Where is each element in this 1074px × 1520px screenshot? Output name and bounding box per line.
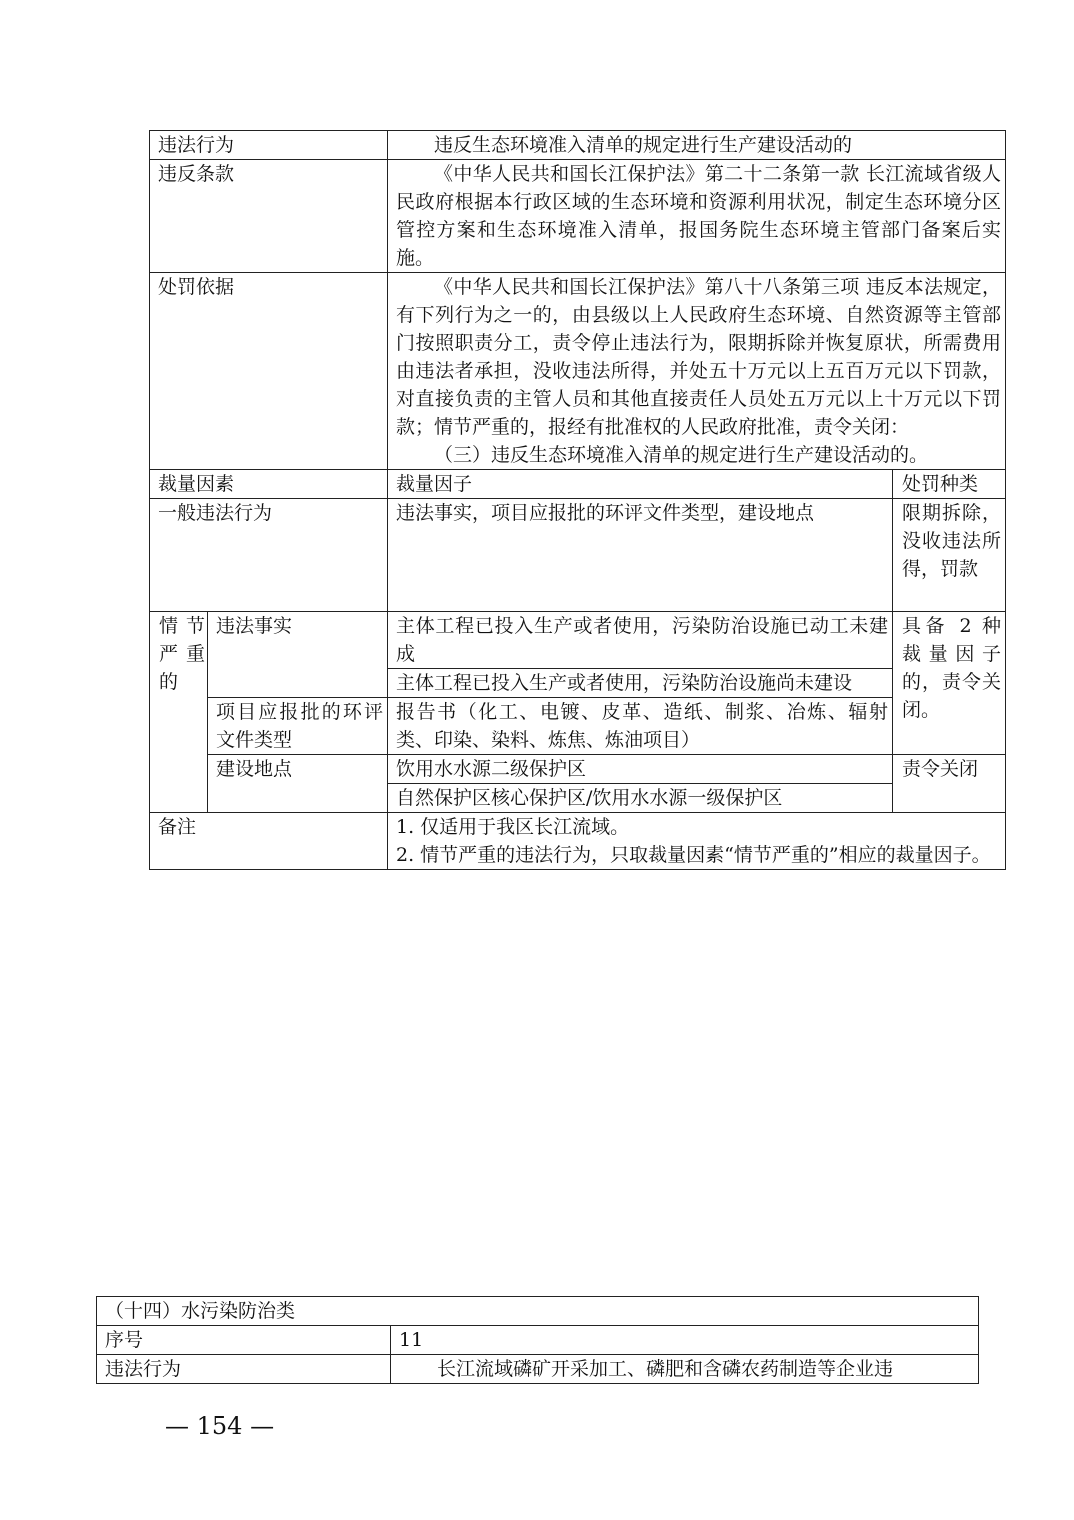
eia-label: 项目应报批的环评文件类型 [208,698,388,755]
table-row [150,160,1006,273]
serious-label: 情节严重的 [150,612,208,813]
basis-text-1: 《中华人民共和国长江保护法》第八十八条第三项 违反本法规定，有下列行为之一的，由县级以上人民政府生态环境、自然资源等主管部门按照职责分工，责令停止违法行为，限期拆除并恢复原状，所需费用由违法者承担，没收违法所得，并处五十万元以上五百万元以下罚款，对直接负责的主管人员和其他直接责任人员处五万元以上十万元以下罚款；情节严重的，报经有批准权的人民政府批准，责令关闭： [396,276,1002,438]
fact-1: 主体工程已投入生产或者使用，污染防治设施已动工未建成 [388,612,893,669]
table-row [97,1297,979,1326]
table-row [150,131,1006,160]
basis-label: 处罚依据 [150,273,388,470]
general-label: 一般违法行为 [150,499,388,612]
table-row [97,1355,979,1384]
note-1: 1. 仅适用于我区长江流域。 [396,816,630,838]
note-cell [388,813,1006,870]
violation-text: 违反生态环境准入清单的规定进行生产建设活动的 [388,131,1006,160]
table-row [150,698,1006,755]
site-2: 自然保护区核心保护区/饮用水水源一级保护区 [388,784,893,813]
header-subfactor: 裁量因子 [388,470,893,499]
note-2: 2. 情节严重的违法行为，只取裁量因素“情节严重的”相应的裁量因子。 [396,844,991,866]
table-row [150,755,1006,784]
seq-label: 序号 [97,1326,391,1355]
section-title: （十四）水污染防治类 [97,1297,979,1326]
header-penalty: 处罚种类 [893,470,1006,499]
fact-2: 主体工程已投入生产或者使用，污染防治设施尚未建设 [388,669,893,698]
general-penalty: 限期拆除，没收违法所得，罚款 [893,499,1006,612]
site-label: 建设地点 [208,755,388,813]
table-row [150,273,1006,470]
violation-label: 违法行为 [150,131,388,160]
clause-label: 违反条款 [150,160,388,273]
serious-penalty: 具备 2 种裁量因子的，责令关闭。 [893,612,1006,755]
site-1: 饮用水水源二级保护区 [388,755,893,784]
basis-cell [388,273,1006,470]
violation-text-2: 长江流域磷矿开采加工、磷肥和含磷农药制造等企业违 [391,1355,979,1384]
clause-text: 《中华人民共和国长江保护法》第二十二条第一款 长江流域省级人民政府根据本行政区域的生态环境和资源利用状况，制定生态环境分区管控方案和生态环境准入清单，报国务院生态环境主管部门备案后实施。 [388,160,1006,273]
table-row [97,1326,979,1355]
page-number: — 154 — [165,1412,275,1440]
table-row [150,612,1006,669]
general-factor: 违法事实，项目应报批的环评文件类型，建设地点 [388,499,893,612]
basis-text-2: （三）违反生态环境准入清单的规定进行生产建设活动的。 [434,444,929,466]
table-row [150,813,1006,870]
note-label: 备注 [150,813,388,870]
fact-label: 违法事实 [208,612,388,698]
table-row [150,499,1006,612]
eia-text: 报告书（化工、电镀、皮革、造纸、制浆、冶炼、辐射类、印染、染料、炼焦、炼油项目） [388,698,893,755]
site-penalty: 责令关闭 [893,755,1006,813]
water-pollution-table [96,1296,979,1384]
table-row [150,470,1006,499]
penalty-standard-table [149,130,1006,870]
seq-value: 11 [391,1326,979,1355]
violation-label-2: 违法行为 [97,1355,391,1384]
header-factor: 裁量因素 [150,470,388,499]
